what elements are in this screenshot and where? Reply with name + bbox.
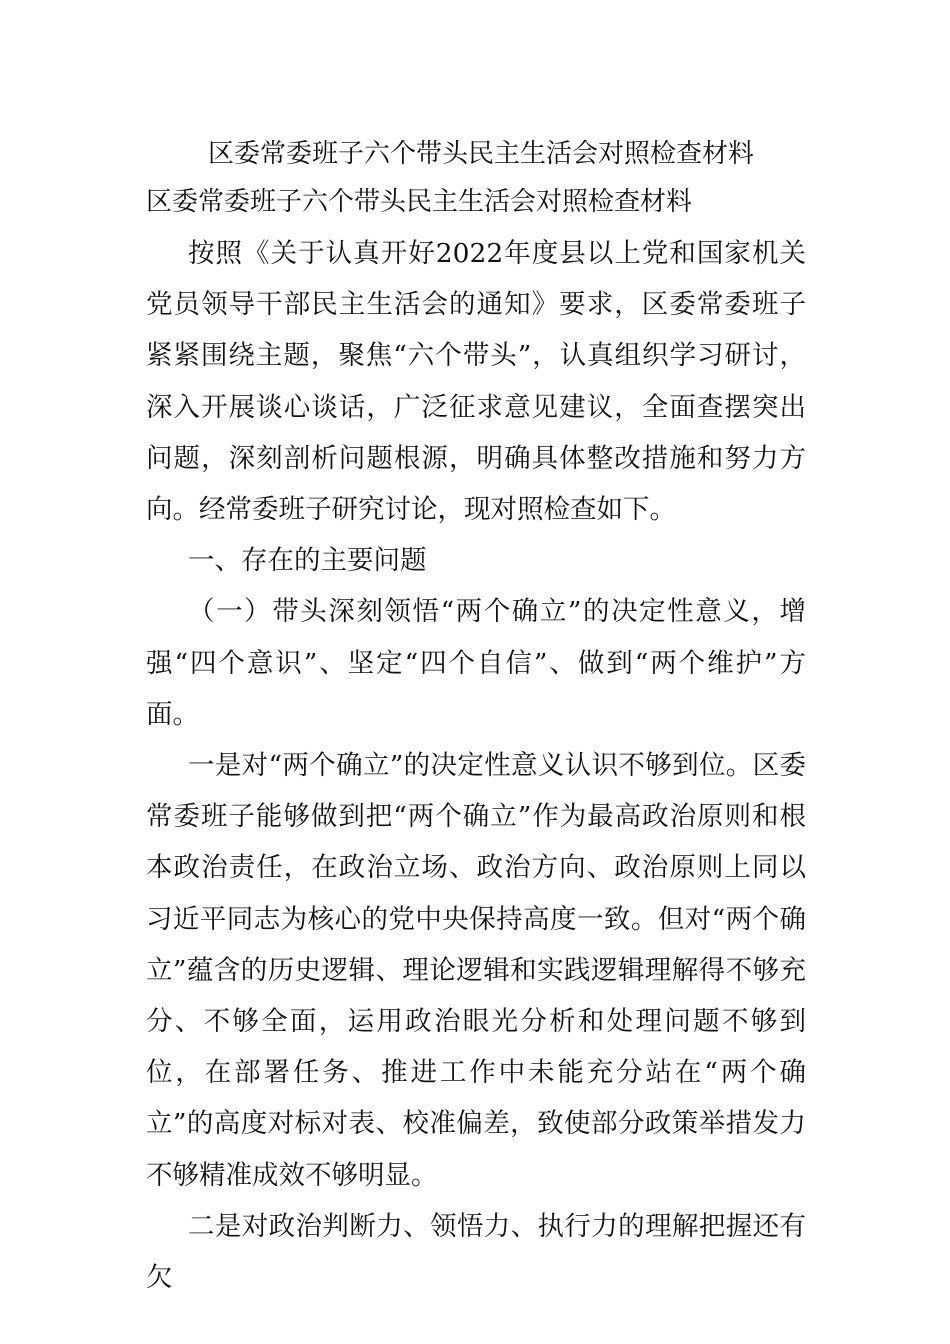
- section-heading: 一、存在的主要问题: [188, 545, 427, 577]
- document-title: 区委常委班子六个带头民主生活会对照检查材料: [208, 139, 755, 169]
- document-body: [146, 228, 806, 1303]
- paragraph-point-two: 二是对政治判断力、领悟力、执行力的理解把握还有欠: [146, 1210, 806, 1294]
- paragraph-point-one: 一是对“两个确立”的决定性意义认识不够到位。区委常委班子能够做到把“两个确立”作为最高政治原则和根本政治责任，在政治立场、政治方向、政治原则上同以习近平同志为核心的党中央保持高度一致。但对“两个确立”蕴含的历史逻辑、理论逻辑和实践逻辑理解得不够充分、不够全面，运用政治眼光分析和处理问题不够到位，在部署任务、推进工作中未能充分站在“两个确立”的高度对标对表、校准偏差，致使部分政策举措发力不够精准成效不够明显。: [146, 750, 806, 1191]
- paragraph-intro: 按照《关于认真开好2022年度县以上党和国家机关党员领导干部民主生活会的通知》要求，区委常委班子紧紧围绕主题，聚焦“六个带头”，认真组织学习研讨，深入开展谈心谈话，广泛征求意见建议，全面查摆突出问题，深刻剖析问题根源，明确具体整改措施和努力方向。经常委班子研究讨论，现对照检查如下。: [146, 238, 806, 526]
- subsection-heading: （一）带头深刻领悟“两个确立”的决定性意义，增强“四个意识”、坚定“四个自信”、做到“两个维护”方面。: [146, 596, 806, 730]
- document-subtitle: 区委常委班子六个带头民主生活会对照检查材料: [146, 187, 693, 217]
